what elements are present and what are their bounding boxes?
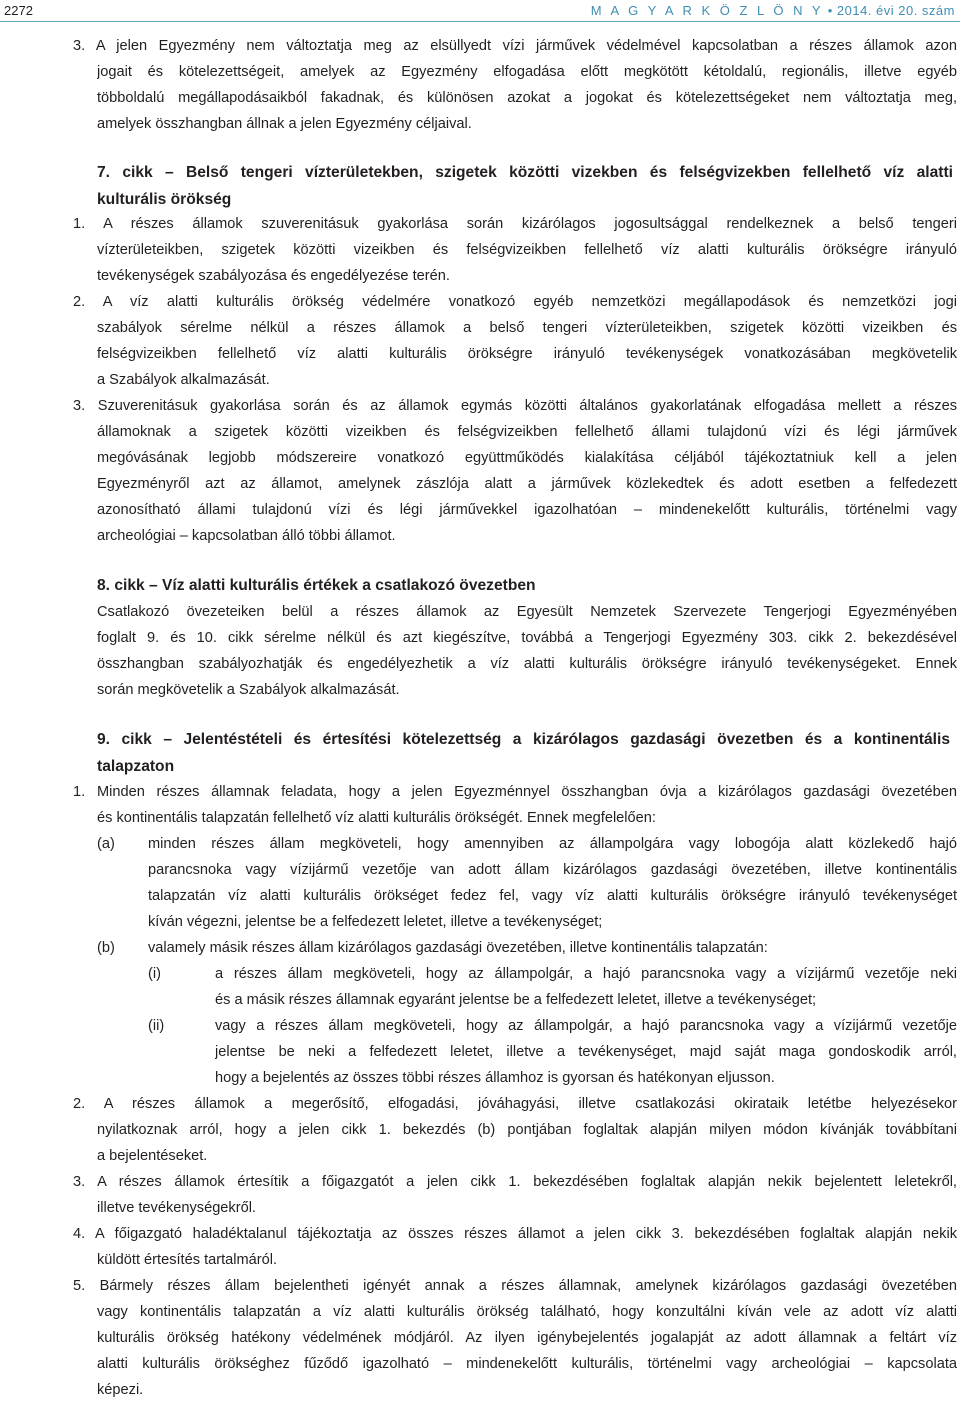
text-line: vagy kontinentális talapzatán a víz alatti kulturális örökség található, hogy konzultálni kíván vele az adott víz alatti: [97, 1304, 957, 1320]
text-line: során megkövetelik a Szabályok alkalmazását.: [97, 682, 400, 698]
text-line: minden részes állam megköveteli, hogy amennyiben az állampolgára vagy lobogója alatt közlekedő hajó: [148, 836, 957, 852]
text-line: a Szabályok alkalmazását.: [97, 372, 270, 388]
article-heading-line: 9. cikk – Jelentéstételi és értesítési kötelezettség a kizárólagos gazdasági övezetben és a kontinentális: [97, 731, 950, 748]
text-line: 2. A részes államok a megerősítő, elfogadási, jóváhagyási, illetve csatlakozási okirataik letétbe helyezésekor: [73, 1096, 957, 1112]
text-line: 3. A jelen Egyezmény nem változtatja meg az elsüllyedt vízi járművek védelmével kapcsolatban a részes államok azon: [73, 38, 957, 54]
article-heading-line: talapzaton: [97, 758, 175, 775]
text-line: 3. A részes államok értesítik a főigazgatót a jelen cikk 1. bekezdésében foglaltak alapján nekik bejelentett leletekről,: [73, 1174, 957, 1190]
text-line: többoldalú megállapodásaikból fakadnak, és különösen azokat a jogokat és kötelezettségeket nem változtatja meg,: [97, 90, 957, 106]
text-line: jelentse be neki a felfedezett leletet, illetve a tevékenységet, majd saját maga gondoskodik arról,: [215, 1044, 957, 1060]
header-rule: [0, 21, 960, 22]
text-line: a bejelentéseket.: [97, 1148, 208, 1164]
text-line: megóvásának legjobb módszereire vonatkozó együttműködés kialakítása céljából tájékoztatniuk kell a jelen: [97, 450, 957, 466]
text-line: parancsnoka vagy vízijármű vezetője van adott állam kizárólagos gazdasági övezetében, illetve kontinentális: [148, 862, 957, 878]
text-line: hogy a bejelentés az összes többi részes államhoz is gyorsan és hatékonyan eljusson.: [215, 1070, 775, 1086]
text-line: 4. A főigazgató haladéktalanul tájékoztatja az összes részes államot a jelen cikk 3. bekezdésében foglaltak alapján nekik: [73, 1226, 957, 1242]
text-line: (a): [97, 836, 115, 852]
header-bullet: •: [827, 3, 833, 18]
text-line: (ii): [148, 1018, 165, 1034]
text-line: szabályok sérelme nélkül a részes államok a belső tengeri vízterületeikben, szigetek közötti vizeikben és: [97, 320, 957, 336]
text-line: Minden részes államnak feladata, hogy a jelen Egyezménnyel összhangban óvja a kizárólagos gazdasági övezetében: [97, 784, 957, 800]
text-line: jogait és kötelezettségeit, amelyek az Egyezmény elfogadása előtt megkötött kétoldalú, regionális, illetve egyéb: [97, 64, 957, 80]
page-number: 2272: [4, 3, 33, 18]
text-line: képezi.: [97, 1382, 144, 1398]
text-line: tevékenységek szabályozása és engedélyezése terén.: [97, 268, 450, 284]
text-line: 1.: [73, 784, 86, 800]
text-line: foglalt 9. és 10. cikk sérelme nélkül és azt kiegészítve, továbbá a Tengerjogi Egyezmény 303. cikk 2. bekezdésével: [97, 630, 957, 646]
text-line: valamely másik részes állam kizárólagos gazdasági övezetében, illetve kontinentális talapzatán:: [148, 940, 768, 956]
text-line: felségvizeikben fellelhető víz alatti kulturális örökségre irányuló tevékenységek vonatkozásában megkövetelik: [97, 346, 957, 362]
article-heading-line: 8. cikk – Víz alatti kulturális értékek a csatlakozó övezetben: [97, 577, 536, 594]
article-heading-line: kulturális örökség: [97, 191, 232, 208]
text-line: nyilatkoznak arról, hogy a jelen cikk 1. bekezdés (b) pontjában foglaltak alapján milyen módon kívánják továbbítani: [97, 1122, 957, 1138]
text-line: és a másik részes államnak egyaránt jelentse be a felfedezett leletet, illetve a tevékenységet;: [215, 992, 817, 1008]
text-line: talapzatán víz alatti kulturális örökséget fedez fel, vagy víz alatti kulturális örökségre irányuló tevékenységet: [148, 888, 957, 904]
text-line: küldött értesítés tartalmáról.: [97, 1252, 278, 1268]
text-line: vízterületeikben, szigetek közötti vizeikben és felségvizeikben fellelhető víz alatti kulturális örökségre irányuló: [97, 242, 957, 258]
text-line: és kontinentális talapzatán fellelhető víz alatti kulturális örökségét. Ennek megfelelően:: [97, 810, 656, 826]
text-line: kulturális örökség hatékony védelmének módjáról. Az ilyen igénybejelentés jogalapját az adott államnak a feltárt víz: [97, 1330, 957, 1346]
text-line: a részes állam megköveteli, hogy az állampolgár, a hajó parancsnoka vagy a vízijármű vezetője neki: [215, 966, 957, 982]
text-line: archeológiai – kapcsolatban álló többi államot.: [97, 528, 396, 544]
text-line: azonosítható állami tulajdonú vízi és légi járművekkel igazolhatóan – mindenekelőtt kulturális, történelmi vagy: [97, 502, 957, 518]
journal-title: M A G Y A R K Ö Z L Ö N Y: [590, 3, 824, 18]
text-line: Egyezményről azt az államot, amelynek zászlója alatt a járművek közlekedtek és adott esetben a felfedezett: [97, 476, 957, 492]
text-line: 5. Bármely részes állam bejelentheti igényét annak a részes államnak, amelynek kizárólagos gazdasági övezetében: [73, 1278, 957, 1294]
text-line: (b): [97, 940, 115, 956]
text-line: 2. A víz alatti kulturális örökség védelmére vonatkozó egyéb nemzetközi megállapodások és nemzetközi jogi: [73, 294, 957, 310]
journal-header: [591, 3, 955, 18]
text-line: alatti kulturális örökséghez fűződő igazolható – mindenekelőtt kulturális, történelmi vagy archeológiai – kapcsolata: [97, 1356, 957, 1372]
text-line: (i): [148, 966, 161, 982]
text-line: vagy a részes állam megköveteli, hogy az állampolgár, a hajó parancsnoka vagy a vízijármű vezetője: [215, 1018, 957, 1034]
article-heading-line: 7. cikk – Belső tengeri vízterületekben, szigetek közötti vizekben és felségvizekben fellelhető víz alatti: [97, 164, 953, 181]
text-line: 3. Szuverenitásuk gyakorlása során és az államok egymás közötti általános gyakorlatának elfogadása mellett a részes: [73, 398, 957, 414]
text-line: kíván végezni, jelentse be a felfedezett leletet, illetve a tevékenységet;: [148, 914, 603, 930]
text-line: 1. A részes államok szuverenitásuk gyakorlása során kizárólagos jogosultsággal rendelkeznek a belső tengeri: [73, 216, 957, 232]
text-line: Csatlakozó övezeteiken belül a részes államok az Egyesült Nemzetek Szervezete Tengerjogi Egyezményében: [97, 604, 957, 620]
text-line: összhangban szabályozhatják és engedélyezhetik a víz alatti kulturális örökségre irányuló tevékenységeket. Ennek: [97, 656, 957, 672]
text-line: amelyek összhangban állnak a jelen Egyezmény céljaival.: [97, 116, 472, 132]
text-line: államoknak a szigetek közötti vizeikben és felségvizeikben fellelhető állami tulajdonú vízi és légi járművek: [97, 424, 957, 440]
text-line: illetve tevékenységekről.: [97, 1200, 256, 1216]
issue-date: 2014. évi 20. szám: [836, 3, 955, 18]
